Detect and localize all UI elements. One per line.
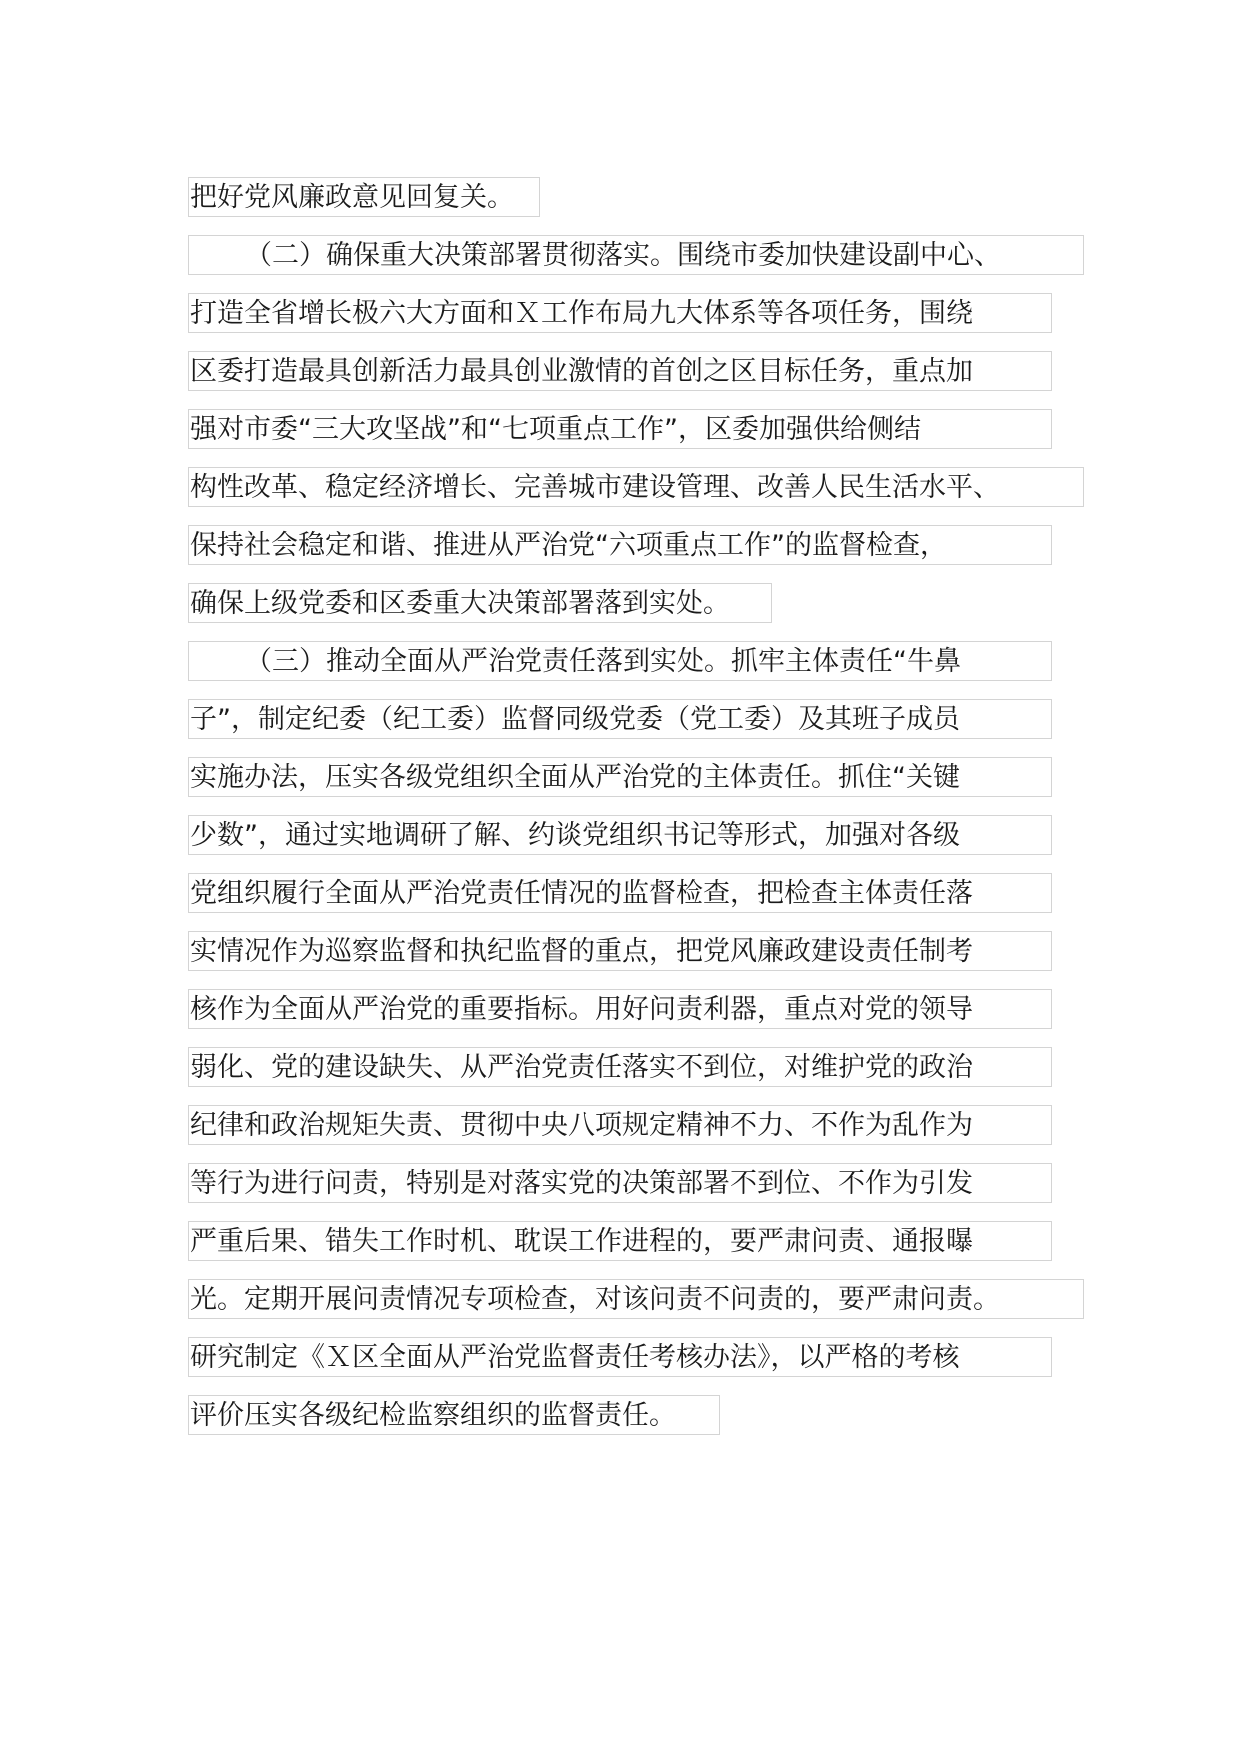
- text-line-4: 区委打造最具创新活力最具创业激情的首创之区目标任务，重点加: [188, 351, 1052, 391]
- paragraph-3-heading-line: （三）推动全面从严治党责任落到实处。抓牢主体责任“牛鼻: [188, 641, 1052, 681]
- text-line-15: 核作为全面从严治党的重要指标。用好问责利器，重点对党的领导: [188, 989, 1052, 1029]
- text-line-7: 保持社会稳定和谐、推进从严治党“六项重点工作”的监督检查，: [188, 525, 1052, 565]
- text-line-11: 实施办法，压实各级党组织全面从严治党的主体责任。抓住“关键: [188, 757, 1052, 797]
- text-line-17: 纪律和政治规矩失责、贯彻中央八项规定精神不力、不作为乱作为: [188, 1105, 1052, 1145]
- text-line-1: 把好党风廉政意见回复关。: [188, 177, 540, 217]
- text-line-16: 弱化、党的建设缺失、从严治党责任落实不到位，对维护党的政治: [188, 1047, 1052, 1087]
- text-line-5: 强对市委“三大攻坚战”和“七项重点工作”，区委加强供给侧结: [188, 409, 1052, 449]
- text-line-19: 严重后果、错失工作时机、耽误工作进程的，要严肃问责、通报曝: [188, 1221, 1052, 1261]
- text-line-20: 光。定期开展问责情况专项检查，对该问责不问责的，要严肃问责。: [188, 1279, 1084, 1319]
- text-line-18: 等行为进行问责，特别是对落实党的决策部署不到位、不作为引发: [188, 1163, 1052, 1203]
- paragraph-2-heading-line: （二）确保重大决策部署贯彻落实。围绕市委加快建设副中心、: [188, 235, 1084, 275]
- text-line-8: 确保上级党委和区委重大决策部署落到实处。: [188, 583, 772, 623]
- text-line-22: 评价压实各级纪检监察组织的监督责任。: [188, 1395, 720, 1435]
- text-line-14: 实情况作为巡察监督和执纪监督的重点，把党风廉政建设责任制考: [188, 931, 1052, 971]
- text-line-21: 研究制定《Ｘ区全面从严治党监督责任考核办法》，以严格的考核: [188, 1337, 1052, 1377]
- text-line-12: 少数”，通过实地调研了解、约谈党组织书记等形式，加强对各级: [188, 815, 1052, 855]
- text-line-10: 子”，制定纪委（纪工委）监督同级党委（党工委）及其班子成员: [188, 699, 1052, 739]
- text-line-6: 构性改革、稳定经济增长、完善城市建设管理、改善人民生活水平、: [188, 467, 1084, 507]
- text-line-3: 打造全省增长极六大方面和Ｘ工作布局九大体系等各项任务，围绕: [188, 293, 1052, 333]
- text-line-13: 党组织履行全面从严治党责任情况的监督检查，把检查主体责任落: [188, 873, 1052, 913]
